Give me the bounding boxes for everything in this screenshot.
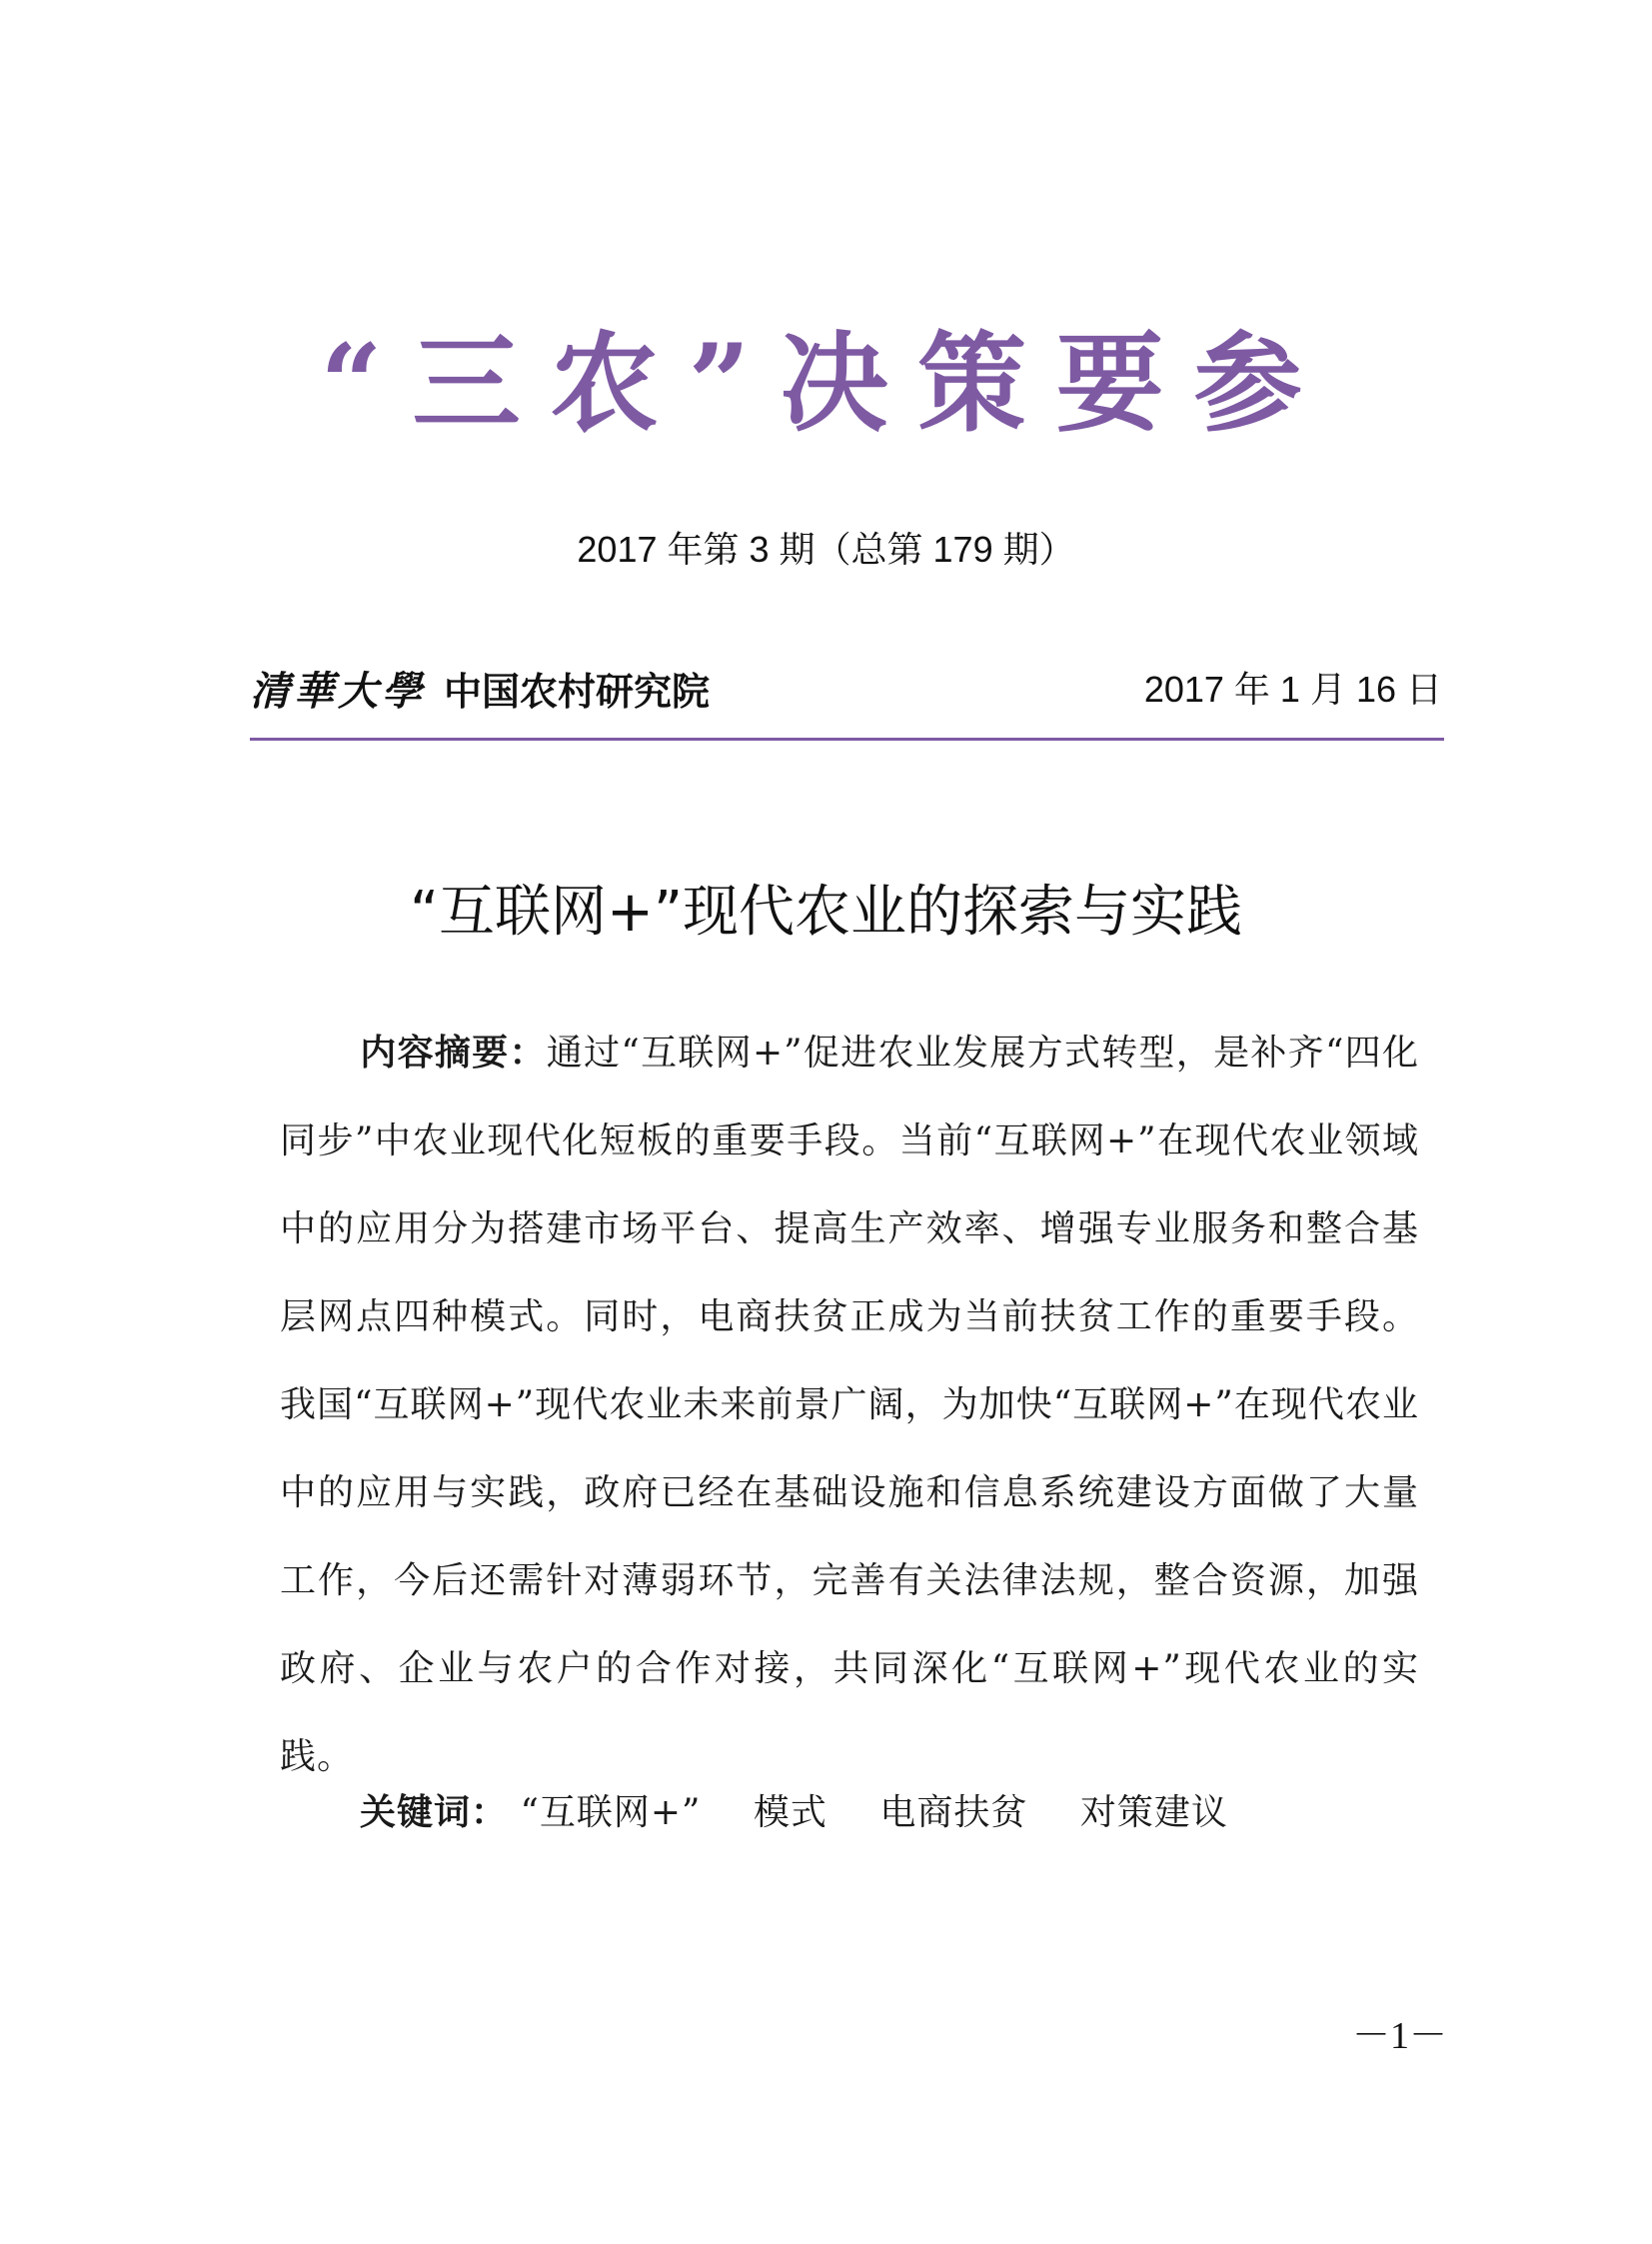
keywords bbox=[360, 1784, 1268, 1835]
keyword: 模式 bbox=[753, 1792, 827, 1833]
article-title: “互联网+”现代农业的探索与实践 bbox=[410, 880, 1242, 945]
keyword: 对策建议 bbox=[1079, 1792, 1228, 1833]
abstract-text: 通过“互联网+”促进农业发展方式转型，是补齐“四化同步”中农业现代化短板的重要手段。当前“互联网+”在现代农业领域中的应用分为搭建市场平台、提高生产效率、增强专业服务和整合基层网点四种模式。同时，电商扶贫正成为当前扶贫工作的重要手段。我国“互联网+”现代农业未来前景广阔，为加快“互联网+”在现代农业中的应用与实践，政府已经在基础设施和信息系统建设方面做了大量工作，今后还需针对薄弱环节，完善有关法律法规，整合资源，加强政府、企业与农户的合作对接，共同深化“互联网+”现代农业的实践。 bbox=[280, 1033, 1419, 1777]
abstract bbox=[280, 1010, 1419, 1801]
issue-number: 2017 年第 3 期（总第 179 期） bbox=[577, 529, 1075, 570]
keyword: 电商扶贫 bbox=[879, 1792, 1028, 1833]
keywords-label: 关键词： bbox=[360, 1792, 509, 1833]
institute-name: 中国农村研究院 bbox=[444, 670, 711, 714]
publisher bbox=[250, 660, 710, 717]
abstract-label: 内容摘要： bbox=[360, 1033, 547, 1074]
page-number: －1－ bbox=[1351, 2015, 1447, 2057]
publish-date: 2017 年 1 月 16 日 bbox=[1143, 669, 1442, 710]
keyword: “互联网+” bbox=[520, 1792, 702, 1833]
header-divider bbox=[250, 738, 1444, 741]
university-logo-text: 清華大學 bbox=[250, 668, 426, 715]
masthead-title: “三农”决策要参 bbox=[320, 321, 1332, 447]
